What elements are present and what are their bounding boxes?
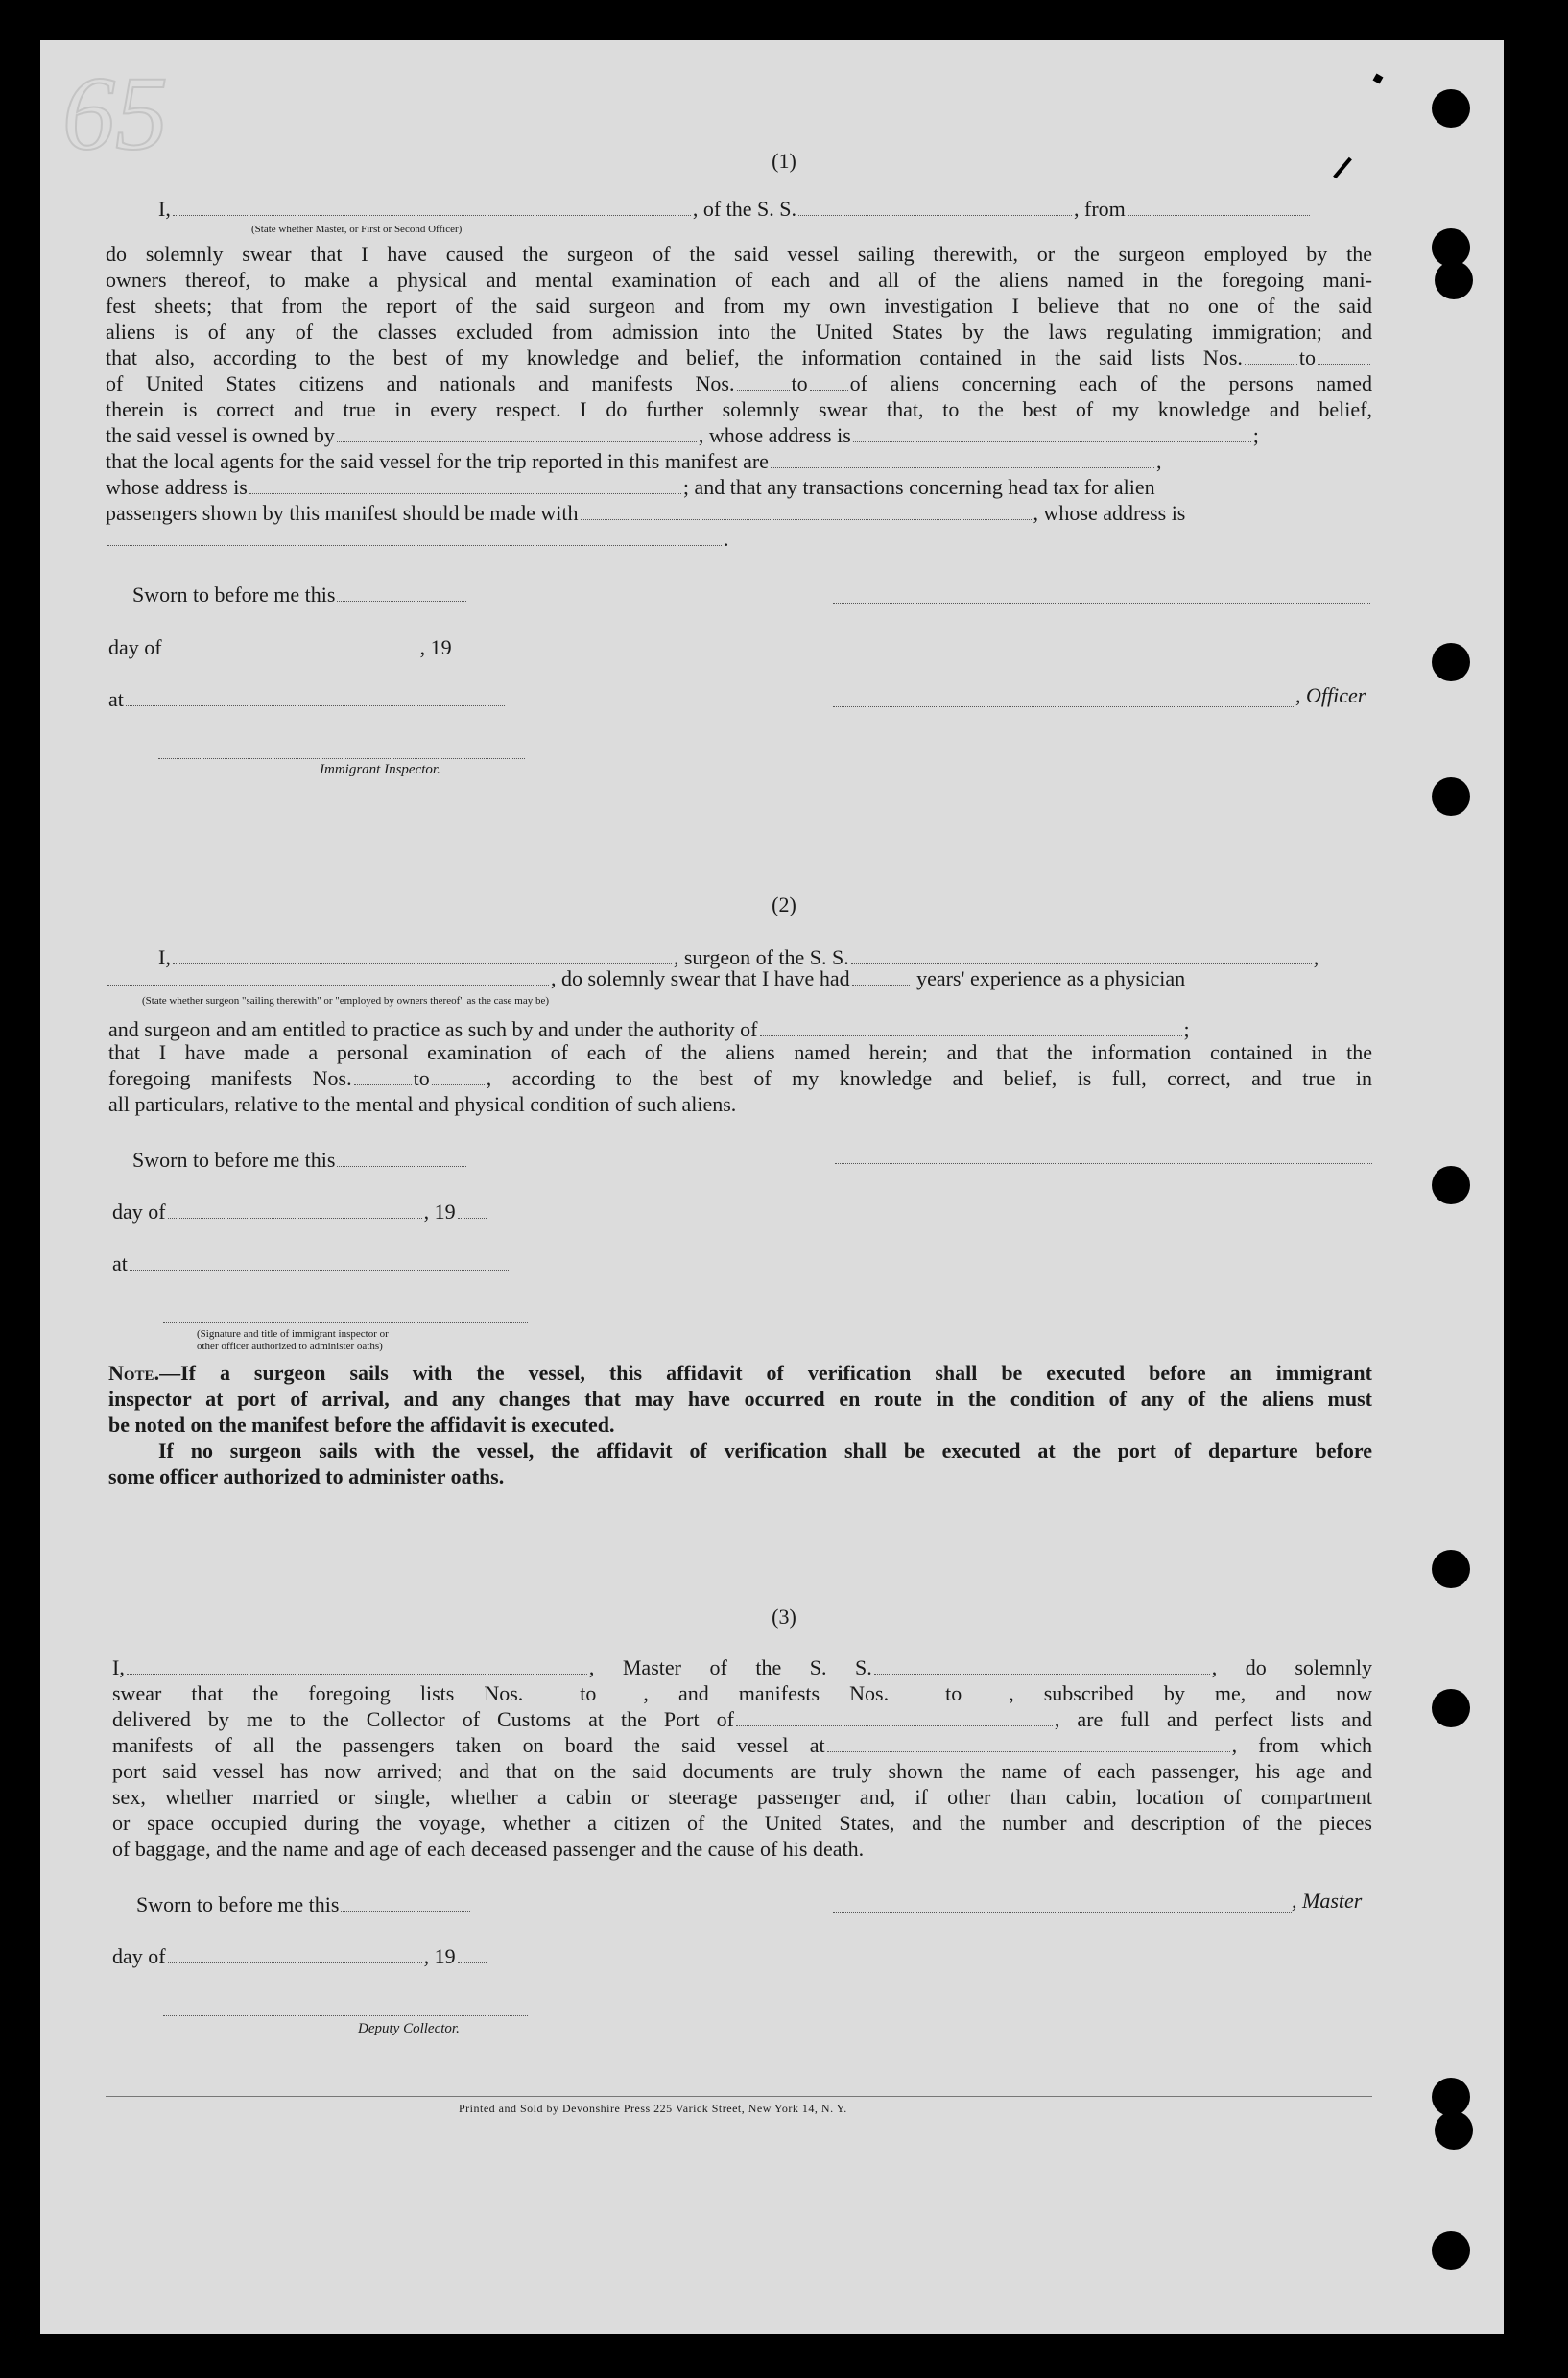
- punch-hole: [1432, 2231, 1470, 2270]
- stamp-number: 65: [62, 55, 168, 172]
- s1-officer-signature-line: [833, 706, 1294, 707]
- punch-hole: [1432, 2078, 1470, 2116]
- s2-note-2: inspector at port of arrival, and any changes that may have occurred en route in the condition of any of the aliens must: [108, 1387, 1372, 1411]
- s3-line-4: manifests of all the passengers taken on board the said vessel at , from which: [112, 1733, 1372, 1757]
- s1-body-1: do solemnly swear that I have caused the surgeon of the said vessel sailing therewith, or the surgeon employed by the: [106, 242, 1372, 266]
- s1-line-8: therein is correct and true in every respect. I do further solemnly swear that, to the best of my knowledge and belief,: [106, 397, 1372, 421]
- s1-day-of: day of , 19: [108, 635, 485, 660]
- s3-sworn: Sworn to before me this: [136, 1892, 472, 1917]
- s1-line-7: of United States citizens and nationals and manifests Nos. to of aliens concerning each of the persons named: [106, 371, 1373, 395]
- s2-note-1: Note.—If a surgeon sails with the vessel, this affidavit of verification shall be executed before an immigrant: [108, 1361, 1372, 1385]
- section-2-number: (2): [772, 892, 796, 916]
- s1-line-10: that the local agents for the said vessel for the trip reported in this manifest are ,: [106, 449, 1162, 473]
- s3-collector-signature-line: [163, 2015, 528, 2016]
- punch-hole: [1432, 777, 1470, 816]
- s1-officer-title: , Officer: [1295, 683, 1366, 707]
- s3-line-2: swear that the foregoing lists Nos. to , and manifests Nos. to , subscribed by me, and now: [112, 1681, 1373, 1705]
- s1-sworn: Sworn to before me this: [132, 583, 468, 607]
- s3-line-1: I, , Master of the S. S. , do solemnly: [112, 1655, 1372, 1679]
- s1-line-6: that also, according to the best of my knowledge and belief, the information contained in the said lists Nos. to: [106, 345, 1372, 370]
- s2-at: at: [112, 1251, 511, 1276]
- s2-line-3: and surgeon and am entitled to practice as such by and under the authority of ;: [108, 1017, 1190, 1041]
- s1-inspector-signature-line: [158, 758, 525, 759]
- s2-line-6: all particulars, relative to the mental and physical condition of such aliens.: [108, 1092, 737, 1116]
- printer-imprint: Printed and Sold by Devonshire Press 225 Varick Street, New York 14, N. Y.: [459, 2102, 847, 2115]
- s1-body-3: fest sheets; that from the report of the said surgeon and from my own investigation I believe that no one of the said: [106, 294, 1372, 318]
- punch-hole: [1432, 89, 1470, 128]
- s3-body-4: of baggage, and the name and age of each deceased passenger and the cause of his death.: [112, 1837, 865, 1861]
- punch-hole: [1435, 261, 1473, 299]
- punch-hole: [1432, 1550, 1470, 1588]
- footer-rule: [106, 2096, 1372, 2097]
- s1-inspector-title: Immigrant Inspector.: [320, 762, 440, 777]
- s1-line-9: the said vessel is owned by , whose address is ;: [106, 423, 1259, 447]
- s2-note-4: If no surgeon sails with the vessel, the affidavit of verification shall be executed at the port of departure before: [158, 1439, 1372, 1462]
- punch-hole: [1432, 643, 1470, 681]
- s1-body-4: aliens is of any of the classes excluded from admission into the United States by the laws regulating immigration; and: [106, 320, 1372, 344]
- s2-line-2: , do solemnly swear that I have had years' experience as a physician: [106, 966, 1185, 991]
- section-1-number: (1): [772, 149, 796, 173]
- s3-day-of: day of , 19: [112, 1944, 488, 1969]
- punch-hole: [1432, 1166, 1470, 1204]
- s1-at: at: [108, 687, 507, 712]
- s3-body-1: port said vessel has now arrived; and that on the said documents are truly shown the name of each passenger, his age and: [112, 1759, 1372, 1783]
- punch-hole: [1432, 1689, 1470, 1727]
- s2-line-4: that I have made a personal examination of each of the aliens named herein; and that the information contained in the: [108, 1040, 1372, 1064]
- s2-sworn: Sworn to before me this: [132, 1148, 468, 1173]
- s3-line-3: delivered by me to the Collector of Customs at the Port of , are full and perfect lists and: [112, 1707, 1372, 1731]
- s1-body-2: owners thereof, to make a physical and mental examination of each and all of the aliens named in the foregoing mani-: [106, 268, 1372, 292]
- s1-line-12: passengers shown by this manifest should be made with , whose address is: [106, 501, 1186, 525]
- s2-signature-note-2: other officer authorized to administer oaths): [197, 1341, 383, 1352]
- s2-day-of: day of , 19: [112, 1200, 488, 1225]
- s2-signature-note-1: (Signature and title of immigrant inspector or: [197, 1328, 389, 1340]
- s3-master-title: , Master: [1292, 1889, 1363, 1913]
- s2-officer-signature-line: [163, 1322, 528, 1323]
- s3-body-2: sex, whether married or single, whether a cabin or steerage passenger and, if other than cabin, location of compartment: [112, 1785, 1372, 1809]
- s2-line-5: foregoing manifests Nos. to , according to the best of my knowledge and belief, is full, correct, and true in: [108, 1066, 1372, 1090]
- s3-body-3: or space occupied during the voyage, whether a citizen of the United States, and the number and description of the pieces: [112, 1811, 1372, 1835]
- s2-surgeon-note: (State whether surgeon "sailing therewith" or "employed by owners thereof" as the case may be): [142, 995, 550, 1007]
- section-3-number: (3): [772, 1605, 796, 1629]
- s2-note-3: be noted on the manifest before the affidavit is executed.: [108, 1413, 615, 1437]
- s1-line-11: whose address is ; and that any transactions concerning head tax for alien: [106, 475, 1155, 499]
- s1-line-12-end: .: [106, 527, 729, 552]
- punch-hole: [1435, 2111, 1473, 2150]
- s2-line-1: I, , surgeon of the S. S. ,: [158, 945, 1319, 969]
- s1-officer-note: (State whether Master, or First or Second Officer): [251, 224, 463, 235]
- s2-surgeon-signature-line: [835, 1163, 1372, 1164]
- s3-master-signature-line: [833, 1912, 1292, 1913]
- s2-note-5: some officer authorized to administer oaths.: [108, 1464, 505, 1488]
- s1-master-signature-line: [833, 603, 1370, 604]
- s3-deputy-title: Deputy Collector.: [358, 2021, 460, 2036]
- s1-line-1: I, , of the S. S. , from: [158, 197, 1312, 222]
